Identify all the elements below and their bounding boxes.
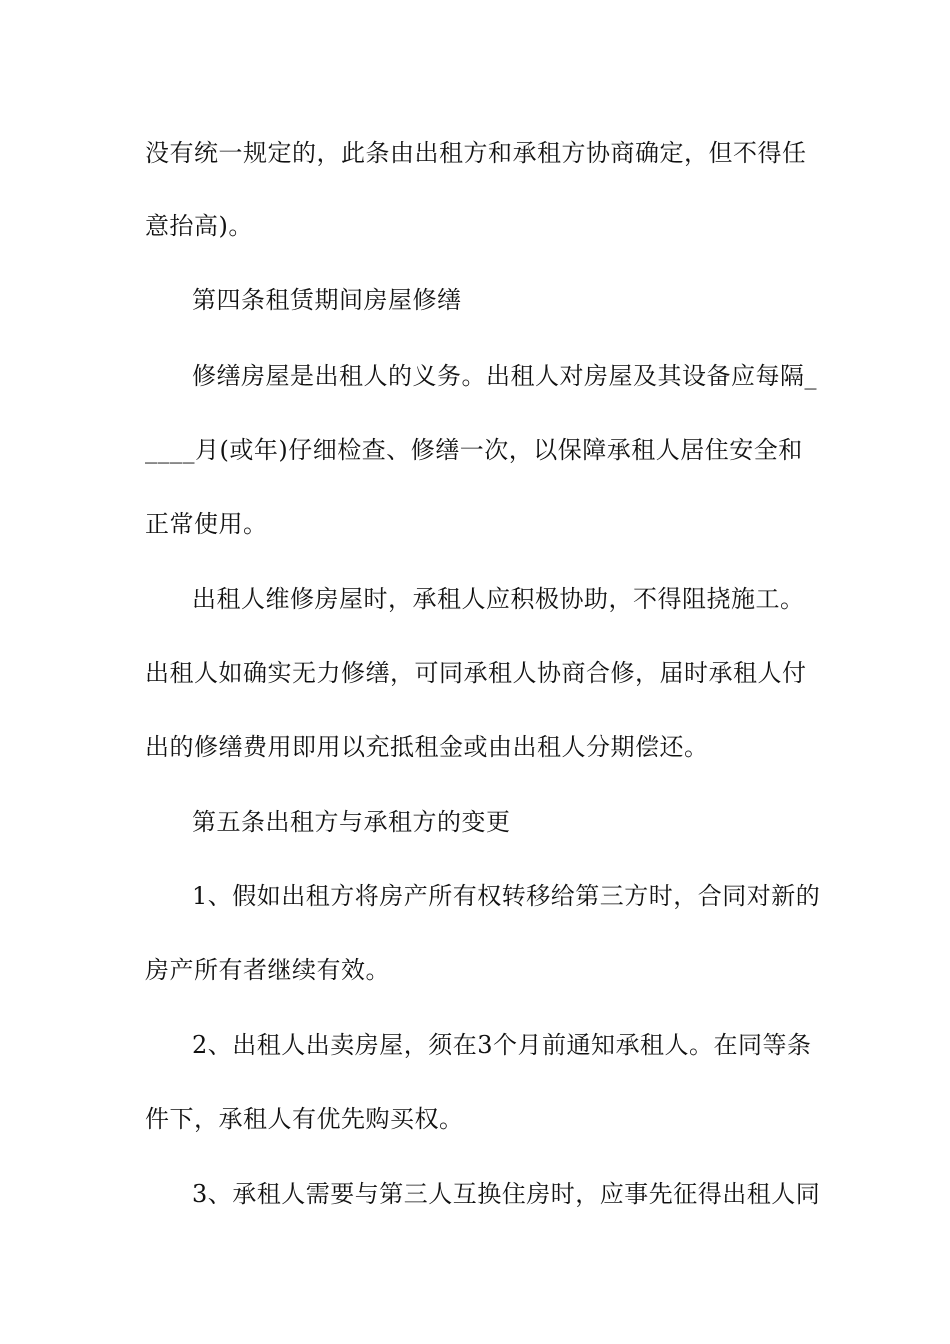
text-line-4: 修缮房屋是出租人的义务。出租人对房屋及其设备应每隔_ [192, 362, 817, 390]
text-line-2: 意抬高)。 [145, 212, 253, 240]
text-line-11: 1、假如出租方将房产所有权转移给第三方时，合同对新的 [192, 882, 821, 910]
text-line-6: 正常使用。 [145, 510, 268, 538]
text-line-1: 没有统一规定的，此条由出租方和承租方协商确定，但不得任 [145, 139, 807, 167]
text-line-14: 件下，承租人有优先购买权。 [145, 1105, 464, 1133]
text-line-8: 出租人如确实无力修缮，可同承租人协商合修，届时承租人付 [145, 659, 807, 687]
text-line-12: 房产所有者继续有效。 [145, 956, 390, 984]
text-line-13: 2、出租人出卖房屋，须在3个月前通知承租人。在同等条 [192, 1031, 812, 1059]
text-line-7: 出租人维修房屋时，承租人应积极协助，不得阻挠施工。 [192, 585, 805, 613]
text-line-15: 3、承租人需要与第三人互换住房时，应事先征得出租人同 [192, 1180, 821, 1208]
text-line-9: 出的修缮费用即用以充抵租金或由出租人分期偿还。 [145, 733, 709, 761]
text-line-5: ____月(或年)仔细检查、修缮一次，以保障承租人居住安全和 [145, 436, 803, 464]
section-heading-5: 第五条出租方与承租方的变更 [192, 808, 511, 836]
section-heading-4: 第四条租赁期间房屋修缮 [192, 286, 462, 314]
